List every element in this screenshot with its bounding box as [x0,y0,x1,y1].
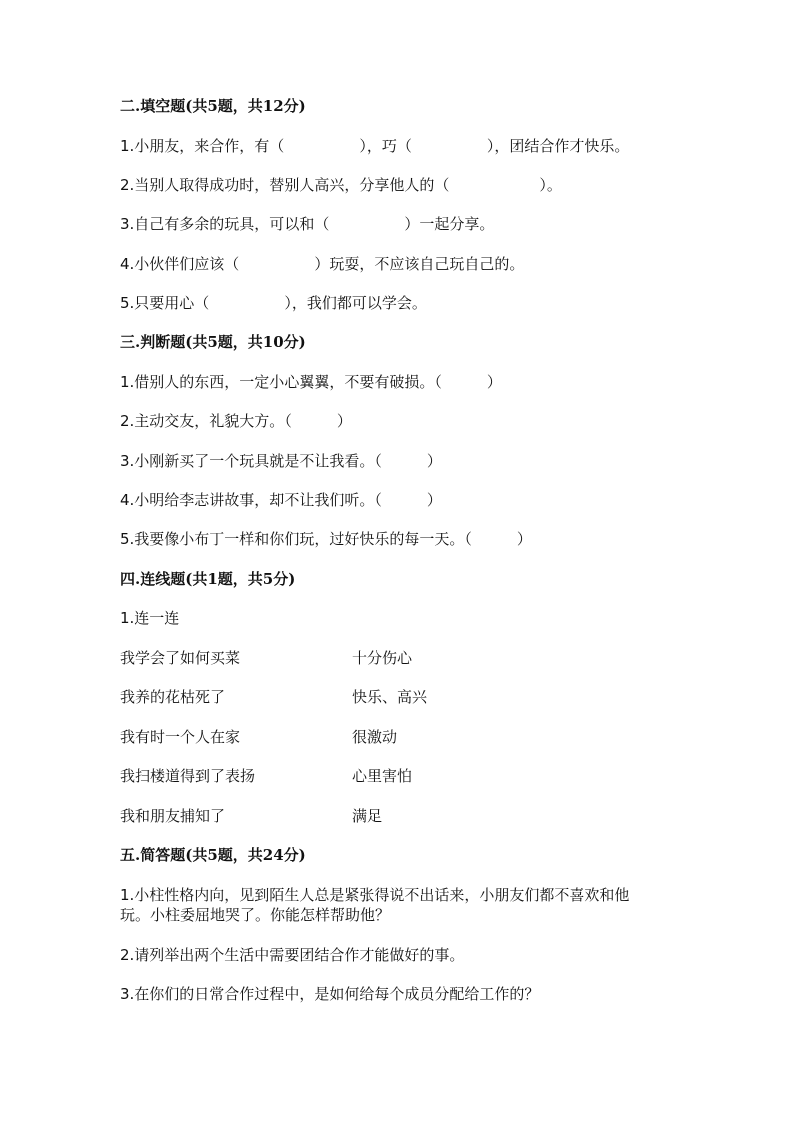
section4-heading: 四.连线题(共1题，共5分) [120,570,296,588]
judge-question-2: 2.主动交友，礼貌大方。（ ） [120,412,352,430]
match-left-3: 我有时一个人在家 [120,728,241,746]
match-left-1: 我学会了如何买菜 [120,649,241,667]
match-right-2: 快乐、高兴 [352,688,428,706]
fill-question-5: 5.只要用心（ ），我们都可以学会。 [120,294,427,312]
match-left-4: 我扫楼道得到了表扬 [120,767,256,785]
judge-question-3: 3.小刚新买了一个玩具就是不让我看。（ ） [120,452,442,470]
section5-heading: 五.简答题(共5题，共24分) [120,846,306,864]
match-right-4: 心里害怕 [352,767,413,785]
match-left-2: 我养的花枯死了 [120,688,226,706]
judge-question-1: 1.借别人的东西，一定小心翼翼，不要有破损。（ ） [120,373,502,391]
match-right-5: 满足 [352,807,383,825]
match-question: 1.连一连 [120,609,180,627]
short-answer-1-line1: 1.小柱性格内向，见到陌生人总是紧张得说不出话来，小朋友们都不喜欢和他 [120,886,630,904]
match-right-1: 十分伤心 [352,649,413,667]
short-answer-2: 2.请列举出两个生活中需要团结合作才能做好的事。 [120,946,465,964]
fill-question-1: 1.小朋友，来合作，有（ ），巧（ ），团结合作才快乐。 [120,137,630,155]
section3-heading: 三.判断题(共5题，共10分) [120,333,306,351]
short-answer-3: 3.在你们的日常合作过程中，是如何给每个成员分配给工作的？ [120,985,540,1003]
judge-question-4: 4.小明给李志讲故事，却不让我们听。（ ） [120,491,442,509]
fill-question-2: 2.当别人取得成功时，替别人高兴，分享他人的（ ）。 [120,176,562,194]
fill-question-3: 3.自己有多余的玩具，可以和（ ）一起分享。 [120,215,495,233]
section2-heading: 二.填空题(共5题，共12分) [120,97,306,115]
judge-question-5: 5.我要像小布丁一样和你们玩，过好快乐的每一天。（ ） [120,530,532,548]
short-answer-1-line2: 玩。小柱委屈地哭了。你能怎样帮助他？ [120,906,391,924]
match-right-3: 很激动 [352,728,398,746]
match-left-5: 我和朋友捕知了 [120,807,226,825]
fill-question-4: 4.小伙伴们应该（ ）玩耍，不应该自己玩自己的。 [120,255,525,273]
